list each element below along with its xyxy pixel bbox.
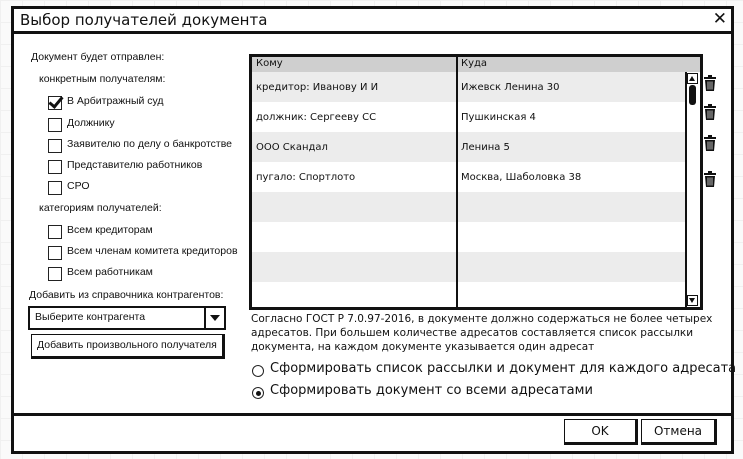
trash-icon[interactable] xyxy=(703,75,717,91)
sent-label: Документ будет отправлен: xyxy=(31,51,165,63)
cancel-button[interactable]: Отмена xyxy=(641,419,717,445)
table-row[interactable] xyxy=(252,192,686,222)
scroll-thumb[interactable] xyxy=(689,85,696,105)
cell-to: кредитор: Иванову И И xyxy=(256,82,379,93)
cell-where: Москва, Шаболовка 38 xyxy=(461,172,582,183)
recipients-table xyxy=(249,54,703,310)
checkbox-debtor[interactable] xyxy=(48,118,62,132)
checkbox-arbitration-court[interactable] xyxy=(48,96,62,110)
cell-to: ООО Скандал xyxy=(256,142,328,153)
title-bar xyxy=(14,9,731,34)
specific-recipients-label: конкретным получателям: xyxy=(39,73,166,85)
checkbox-all-creditors[interactable] xyxy=(48,225,62,239)
vertical-scrollbar[interactable] xyxy=(685,72,700,307)
checkbox-committee-members[interactable] xyxy=(48,246,62,260)
column-header-where: Куда xyxy=(461,58,488,69)
cell-to: должник: Сергееву СС xyxy=(256,112,377,123)
checkbox-workers-rep[interactable] xyxy=(48,160,62,174)
table-row[interactable] xyxy=(252,132,686,162)
checkbox-label: В Арбитражный суд xyxy=(67,95,164,107)
add-custom-recipient-button[interactable] xyxy=(31,334,225,359)
checkbox-label: Всем кредиторам xyxy=(67,224,153,236)
checkbox-label: Представителю работников xyxy=(67,159,203,171)
cell-where: Ленина 5 xyxy=(461,142,510,153)
radio-label: Сформировать документ со всеми адресатами xyxy=(270,383,593,398)
directory-label: Добавить из справочника контрагентов: xyxy=(29,289,224,301)
column-divider xyxy=(456,57,458,307)
checkbox-sro[interactable] xyxy=(48,181,62,195)
checkbox-label: Всем работникам xyxy=(67,266,153,278)
radio-single-document[interactable] xyxy=(252,387,264,399)
table-row[interactable] xyxy=(252,282,686,310)
select-value: Выберите контрагента xyxy=(35,311,146,323)
checkbox-label: СРО xyxy=(67,180,90,192)
trash-icon[interactable] xyxy=(703,135,717,151)
checkbox-label: Всем членам комитета кредиторов xyxy=(67,245,238,257)
table-row[interactable] xyxy=(252,102,686,132)
radio-label: Сформировать список рассылки и документ для каждого адресата xyxy=(270,361,737,376)
cell-where: Ижевск Ленина 30 xyxy=(461,82,560,93)
checkbox-all-workers[interactable] xyxy=(48,267,62,281)
checkbox-label: Должнику xyxy=(67,117,115,129)
table-header xyxy=(252,57,700,72)
trash-icon[interactable] xyxy=(703,171,717,187)
cell-to: пугало: Спортлото xyxy=(256,172,356,183)
checkbox-applicant[interactable] xyxy=(48,139,62,153)
recipient-dialog xyxy=(11,6,737,454)
trash-icon[interactable] xyxy=(703,104,717,120)
scroll-down-icon[interactable] xyxy=(687,295,698,306)
chevron-down-icon[interactable] xyxy=(204,308,224,328)
dialog-title: Выбор получателей документа xyxy=(20,11,268,29)
column-header-to: Кому xyxy=(256,58,283,69)
add-button-label: Добавить произвольного получателя xyxy=(37,339,217,351)
gost-note: Согласно ГОСТ Р 7.0.97-2016, в документе должно содержаться не более четырех адресатов. При большем количестве адресатов составляется список рассылки документа, на каждом документе указывается один адресат xyxy=(251,313,713,353)
table-row[interactable] xyxy=(252,72,686,102)
table-row[interactable] xyxy=(252,252,686,282)
footer-divider xyxy=(14,413,731,416)
cell-where: Пушкинская 4 xyxy=(461,112,536,123)
checkbox-label: Заявителю по делу о банкротстве xyxy=(67,138,233,150)
scroll-up-icon[interactable] xyxy=(687,73,698,84)
counterparty-select[interactable] xyxy=(28,306,226,330)
radio-mailing-list[interactable] xyxy=(252,365,264,377)
category-recipients-label: категориям получателей: xyxy=(39,202,162,214)
close-icon[interactable]: ✕ xyxy=(712,9,727,29)
ok-button[interactable]: OK xyxy=(564,419,638,445)
table-row[interactable] xyxy=(252,222,686,252)
table-row[interactable] xyxy=(252,162,686,192)
